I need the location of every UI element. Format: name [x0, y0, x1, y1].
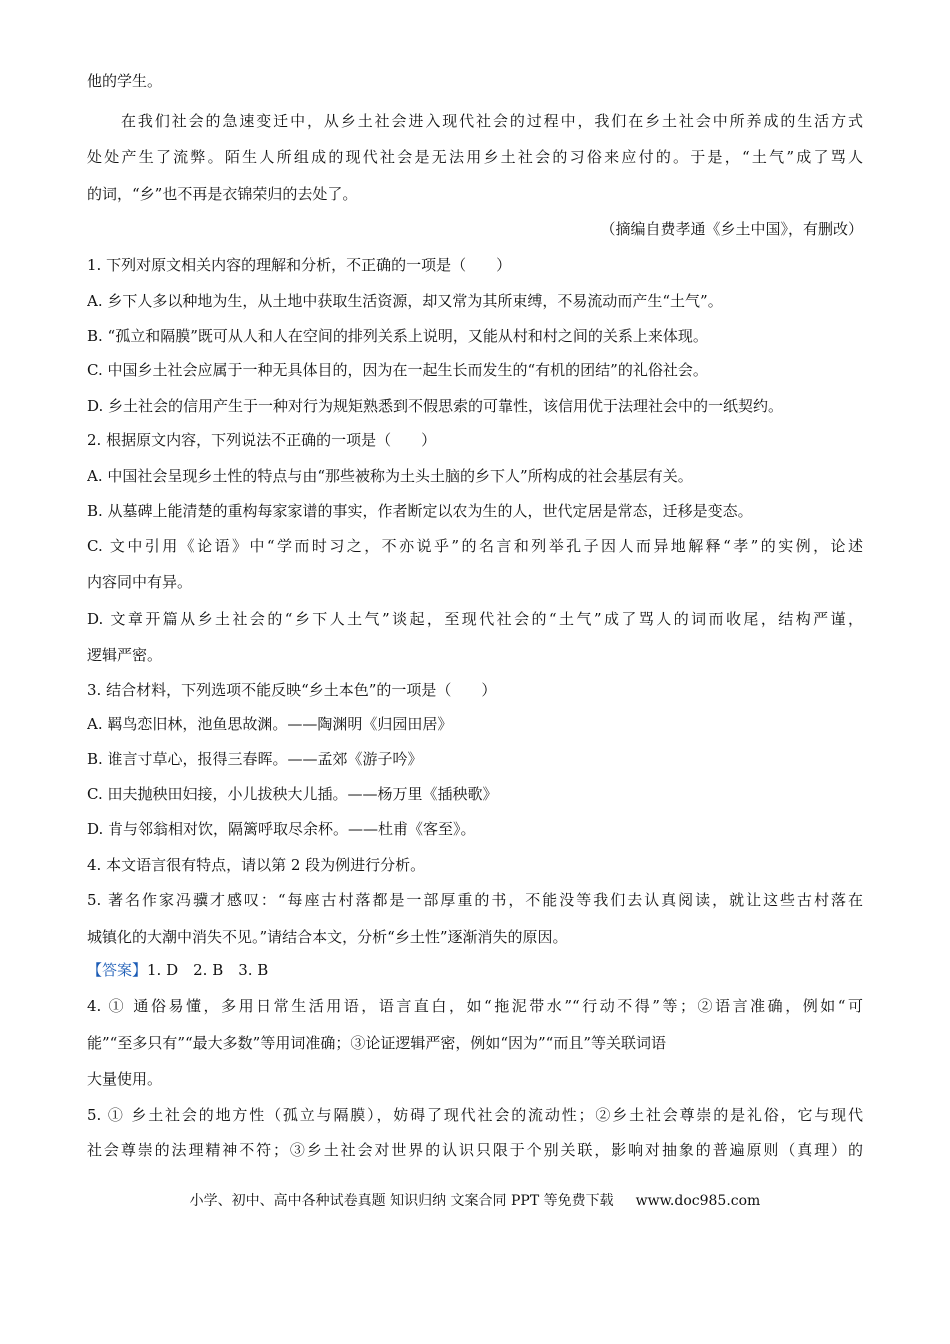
question-stem: 城镇化的大潮中消失不见。”请结合本文，分析“乡土性”逐渐消失的原因。 [87, 928, 568, 946]
option-line: D. 肯与邻翁相对饮，隔篱呼取尽余杯。——杜甫《客至》。 [87, 820, 476, 838]
passage-line: 处处产生了流弊。陌生人所组成的现代社会是无法用乡土社会的习俗来应付的。于是，“土气”成了骂人 [87, 148, 863, 166]
answer-line: 能”“至多只有”“最大多数”等用词准确；③论证逻辑严密，例如“因为”“而且”等关联词语 [87, 1034, 667, 1052]
option-line: A. 中国社会呈现乡土性的特点与由“那些被称为土头土脑的乡下人”所构成的社会基层有关。 [87, 467, 693, 485]
answer-tag: 【答案】 [87, 961, 148, 979]
option-line: A. 乡下人多以种地为生，从土地中获取生活资源，却又常为其所束缚，不易流动而产生“土气”。 [87, 292, 723, 310]
option-line: B. “孤立和隔膜”既可从人和人在空间的排列关系上说明，又能从村和村之间的关系上来体现。 [87, 327, 708, 345]
option-line: C. 文中引用《论语》中“学而时习之，不亦说乎”的名言和列举孔子因人而异地解释“孝”的实例，论述 [87, 537, 863, 555]
passage-line: 他的学生。 [87, 72, 163, 90]
question-stem: 1. 下列对原文相关内容的理解和分析，不正确的一项是（ ） [87, 256, 512, 274]
option-line: 内容同中有异。 [87, 573, 193, 591]
option-line: B. 谁言寸草心，报得三春晖。——孟郊《游子吟》 [87, 750, 423, 768]
question-stem: 4. 本文语言很有特点，请以第 2 段为例进行分析。 [87, 856, 426, 874]
option-line: B. 从墓碑上能清楚的重构每家家谱的事实，作者断定以农为生的人，世代定居是常态，迁移是变态。 [87, 502, 753, 520]
option-line: D. 文章开篇从乡土社会的“乡下人土气”谈起，至现代社会的“土气”成了骂人的词而收尾，结构严谨， [87, 610, 863, 628]
question-stem: 2. 根据原文内容，下列说法不正确的一项是（ ） [87, 431, 437, 449]
answer-line: 社会尊崇的法理精神不符；③乡土社会对世界的认识只限于个别关联，影响对抽象的普遍原则（真理）的 [87, 1141, 863, 1159]
answer-line: 4. ① 通俗易懂，多用日常生活用语，语言直白，如“拖泥带水”“行动不得”等；②语言准确，例如“可 [87, 997, 863, 1015]
answer-line [87, 960, 863, 980]
answer-mc: 1. D 2. B 3. B [147, 961, 269, 979]
option-line: C. 中国乡土社会应属于一种无具体目的，因为在一起生长而发生的“有机的团结”的礼俗社会。 [87, 361, 708, 379]
page-footer [0, 1191, 950, 1211]
footer-url[interactable]: www.doc985.com [635, 1193, 761, 1209]
option-line: D. 乡土社会的信用产生于一种对行为规矩熟悉到不假思索的可靠性，该信用优于法理社会中的一纸契约。 [87, 397, 784, 415]
option-line: A. 羁鸟恋旧林，池鱼思故渊。——陶渊明《归园田居》 [87, 715, 453, 733]
option-line: C. 田夫抛秧田妇接，小儿拔秧大儿插。——杨万里《插秧歌》 [87, 785, 498, 803]
passage-line: 的词，“乡”也不再是衣锦荣归的去处了。 [87, 185, 358, 203]
question-stem: 5. 著名作家冯骥才感叹：“每座古村落都是一部厚重的书，不能没等我们去认真阅读，就让这些古村落在 [87, 891, 863, 909]
answer-line: 大量使用。 [87, 1070, 163, 1088]
passage-source: （摘编自费孝通《乡土中国》，有删改） [600, 220, 863, 238]
passage-line: 在我们社会的急速变迁中，从乡土社会进入现代社会的过程中，我们在乡土社会中所养成的生活方式 [121, 112, 863, 130]
question-stem: 3. 结合材料，下列选项不能反映“乡土本色”的一项是（ ） [87, 681, 497, 699]
footer-text: 小学、初中、高中各种试卷真题 知识归纳 文案合同 PPT 等免费下载 [189, 1193, 614, 1209]
option-line: 逻辑严密。 [87, 646, 163, 664]
answer-line: 5. ① 乡土社会的地方性（孤立与隔膜），妨碍了现代社会的流动性；②乡土社会尊崇的是礼俗，它与现代 [87, 1106, 863, 1124]
